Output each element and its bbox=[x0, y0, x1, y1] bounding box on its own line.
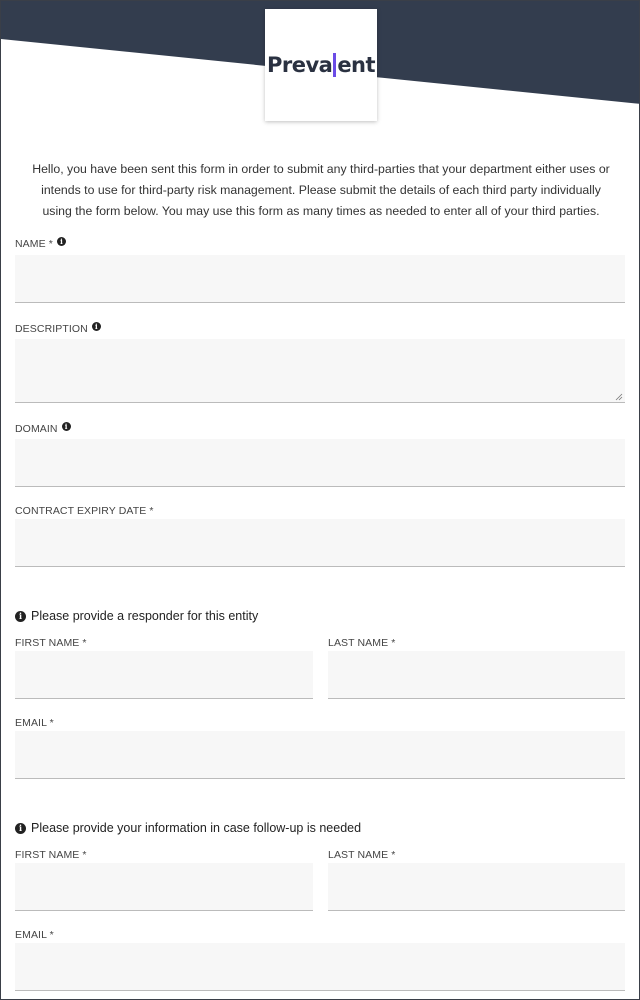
resize-grip-icon[interactable] bbox=[615, 393, 623, 401]
logo-card bbox=[265, 9, 377, 121]
responder-first-name-label-text: FIRST NAME * bbox=[15, 637, 87, 649]
responder-note bbox=[15, 609, 258, 623]
description-textarea[interactable] bbox=[15, 339, 625, 403]
responder-email-label-text: EMAIL * bbox=[15, 717, 54, 729]
contract-expiry-label-text: CONTRACT EXPIRY DATE * bbox=[15, 505, 154, 517]
info-circle-icon: i bbox=[15, 823, 26, 834]
followup-email-label bbox=[15, 929, 54, 941]
name-input[interactable] bbox=[15, 255, 625, 303]
responder-last-name-label bbox=[328, 637, 395, 649]
info-circle-icon[interactable]: i bbox=[62, 422, 71, 431]
domain-input[interactable] bbox=[15, 439, 625, 487]
description-label-text: DESCRIPTION bbox=[15, 323, 88, 335]
description-label bbox=[15, 323, 101, 335]
followup-first-name-label bbox=[15, 849, 87, 861]
responder-first-name-label bbox=[15, 637, 87, 649]
responder-email-input[interactable] bbox=[15, 731, 625, 779]
domain-label-text: DOMAIN bbox=[15, 423, 58, 435]
followup-note bbox=[15, 821, 361, 835]
followup-first-name-input[interactable] bbox=[15, 863, 313, 911]
logo-text-right: ent bbox=[337, 53, 376, 77]
followup-email-input[interactable] bbox=[15, 943, 625, 991]
responder-first-name-input[interactable] bbox=[15, 651, 313, 699]
domain-label bbox=[15, 423, 71, 435]
responder-note-text: Please provide a responder for this entity bbox=[31, 609, 259, 623]
logo-text-left: Preva bbox=[266, 53, 333, 77]
followup-first-name-label-text: FIRST NAME * bbox=[15, 849, 87, 861]
followup-last-name-label-text: LAST NAME * bbox=[328, 849, 396, 861]
intro-paragraph: Hello, you have been sent this form in order to submit any third-parties that your department either uses or intends to use for third-party risk management. Please submit the details of each third party individually using the form below. You may use this form as many times as needed to enter all of your third parties. bbox=[32, 162, 610, 218]
name-label bbox=[15, 238, 66, 250]
followup-email-label-text: EMAIL * bbox=[15, 929, 54, 941]
responder-email-label bbox=[15, 717, 54, 729]
contract-expiry-label bbox=[15, 505, 154, 517]
name-label-text: NAME * bbox=[15, 238, 53, 250]
followup-last-name-input[interactable] bbox=[328, 863, 625, 911]
contract-expiry-input[interactable] bbox=[15, 519, 625, 567]
info-circle-icon[interactable]: i bbox=[57, 237, 66, 246]
followup-last-name-label bbox=[328, 849, 395, 861]
responder-last-name-label-text: LAST NAME * bbox=[328, 637, 396, 649]
info-circle-icon[interactable]: i bbox=[92, 322, 101, 331]
followup-note-text: Please provide your information in case follow-up is needed bbox=[31, 821, 362, 835]
prevalent-logo bbox=[267, 53, 375, 77]
info-circle-icon: i bbox=[15, 611, 26, 622]
logo-accent-bar bbox=[333, 53, 336, 77]
responder-last-name-input[interactable] bbox=[328, 651, 625, 699]
